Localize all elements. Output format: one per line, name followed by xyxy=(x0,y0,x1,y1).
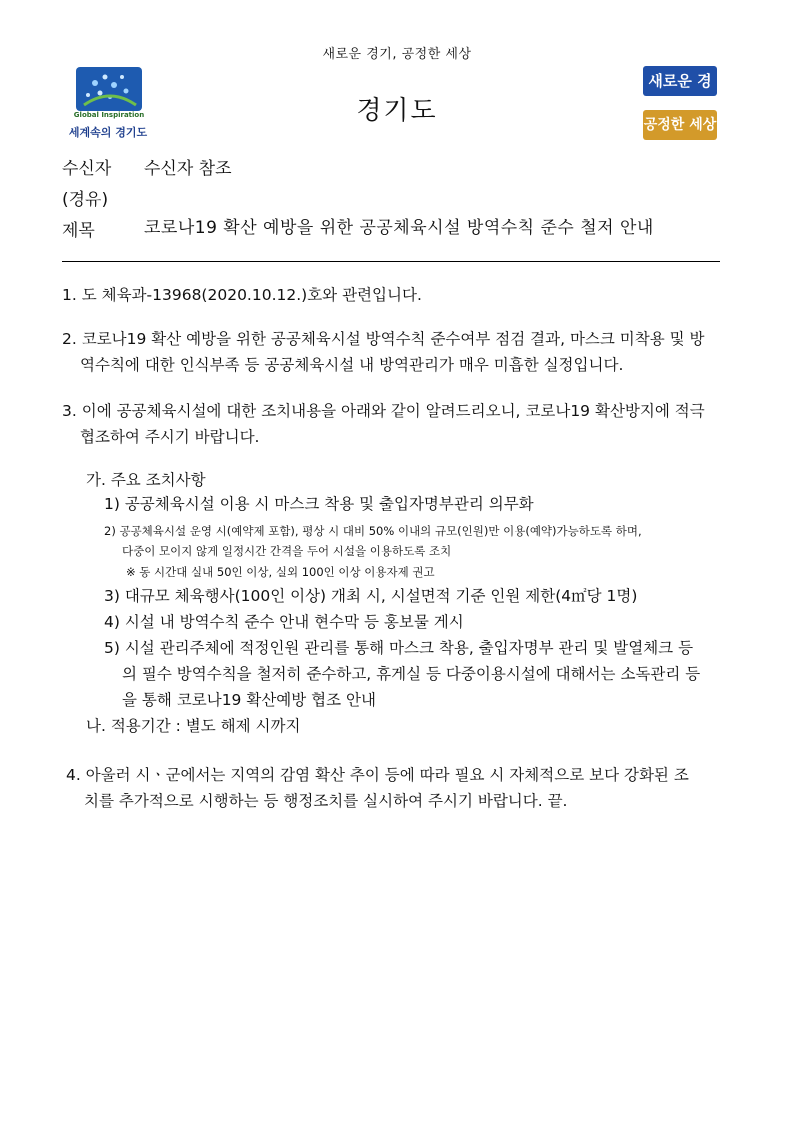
slogan: 새로운 경기, 공정한 세상 xyxy=(322,47,472,62)
measure-item-2-note: ※ 동 시간대 실내 50인 이상, 실외 100인 이상 이용자제 권고 xyxy=(126,565,435,579)
logo-caption-en: Global Inspiration xyxy=(73,111,145,119)
measure-item-4: 4) 시설 내 방역수칙 준수 안내 현수막 등 홍보물 게시 xyxy=(104,613,464,631)
slogan-badge-bottom: 공정한 세상 xyxy=(643,110,717,140)
measure-item-3: 3) 대규모 체육행사(100인 이상) 개최 시, 시설면적 기준 인원 제한(4㎡당 1명) xyxy=(104,587,638,605)
recipient-label: 수신자 xyxy=(62,159,112,179)
measure-item-2-line-2: 다중이 모이지 않게 일정시간 간격을 두어 시설을 이용하도록 조치 xyxy=(122,544,452,558)
paragraph-2-line-1: 2. 코로나19 확산 예방을 위한 공공체육시설 방역수칙 준수여부 점검 결과, 마스크 미착용 및 방 xyxy=(62,330,705,348)
paragraph-1: 1. 도 체육과-13968(2020.10.12.)호와 관련입니다. xyxy=(62,286,422,304)
measure-item-5-line-3: 을 통해 코로나19 확산예방 협조 안내 xyxy=(122,691,376,709)
header-divider xyxy=(62,261,720,262)
paragraph-4-line-1: 4. 아울러 시ㆍ군에서는 지역의 감염 확산 추이 등에 따라 필요 시 자체적으로 보다 강화된 조 xyxy=(66,766,689,784)
subject-value: 코로나19 확산 예방을 위한 공공체육시설 방역수칙 준수 철저 안내 xyxy=(144,218,654,238)
paragraph-2-line-2: 역수칙에 대한 인식부족 등 공공체육시설 내 방역관리가 매우 미흡한 실정입니다. xyxy=(80,356,624,374)
measure-item-1: 1) 공공체육시설 이용 시 마스크 착용 및 출입자명부관리 의무화 xyxy=(104,495,534,513)
section-ga-heading: 가. 주요 조치사항 xyxy=(86,471,206,489)
paragraph-3-line-2: 협조하여 주시기 바랍니다. xyxy=(80,428,260,446)
organization-title: 경기도 xyxy=(356,96,438,126)
measure-item-5-line-1: 5) 시설 관리주체에 적정인원 관리를 통해 마스크 착용, 출입자명부 관리 및 발열체크 등 xyxy=(104,639,694,657)
measure-item-2-line-1: 2) 공공체육시설 운영 시(예약제 포함), 평상 시 대비 50% 이내의 규모(인원)만 이용(예약)가능하도록 하며, xyxy=(104,524,642,538)
recipient-value: 수신자 참조 xyxy=(144,159,232,179)
paragraph-3-line-1: 3. 이에 공공체육시설에 대한 조치내용을 아래와 같이 알려드리오니, 코로나19 확산방지에 적극 xyxy=(62,402,705,420)
paragraph-4-line-2: 치를 추가적으로 시행하는 등 행정조치를 실시하여 주시기 바랍니다. 끝. xyxy=(84,792,568,810)
subject-label: 제목 xyxy=(62,221,95,241)
measure-item-5-line-2: 의 필수 방역수칙을 철저히 준수하고, 휴게실 등 다중이용시설에 대해서는 소독관리 등 xyxy=(122,665,701,683)
logo-caption-ko: 세계속의 경기도 xyxy=(68,126,148,139)
slogan-badge-top: 새로운 경 xyxy=(643,66,717,96)
section-na-heading: 나. 적용기간 : 별도 해제 시까지 xyxy=(86,717,301,735)
via-label: (경유) xyxy=(62,190,109,210)
